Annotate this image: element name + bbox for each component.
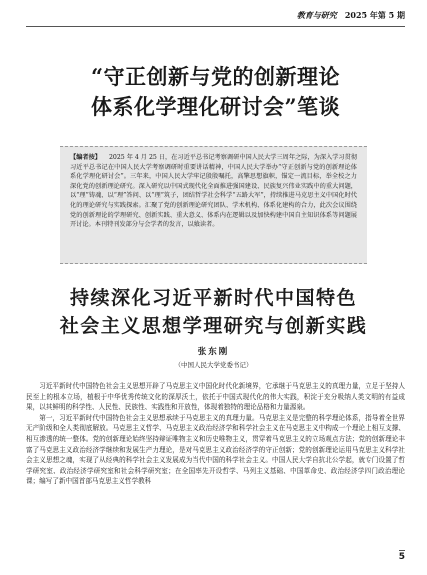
- editor-note-label: 【编者按】: [70, 154, 101, 161]
- author-affiliation: （中国人民大学党委书记）: [174, 361, 253, 369]
- editor-note-text: 2025 年 4 月 25 日，在习近平总书记考察调研中国人民大学三周年之际，为深入学习贯彻习近平总书记在中国人民大学考察调研时重要讲话精神，中国人民大学举办“守正创新与党的创新理论体系化学理化研讨会”。三年来，中国人民大学牢记殷殷嘱托，高擎思想旗帜，锚定一流目标，举全校之力深化党的创新理论研究。深入研究以中国式现代化全面推进强国建设、民族复兴伟业实践中的重大问题，以“理”铸魂、以“理”答问、以“理”筑子，团结哲学社会科学“五路大军”，持续推进马克思主义中国化时代化的理论研究与实践探索。汇聚了党的创新理论研究团队、学术机构、体系化建构的合力，此次会议围绕党的创新理论的学理研究、创新实践、重大意义、体系内在逻辑以及加快构建中国自主知识体系等问题展开讨论。本刊特刊发部分与会学者的发言，以飨读者。: [70, 154, 358, 229]
- page-number: 5: [398, 552, 405, 562]
- article-title-line-2: 社会主义思想学理研究与创新实践: [59, 315, 368, 337]
- forum-title-line-1: “守正创新与党的创新理论: [90, 64, 341, 89]
- body-paragraph: 第一，习近平新时代中国特色社会主义思想承续于马克思主义的真理力量。马克思主义是完整的科学理论体系，指导着全世界无产阶级和全人类彻底解放。马克思主义哲学、马克思主义政治经济学和科学社会主义在马克思主义中构成一个理论上相互支撑、相互渗透的统一整体。党的创新理论始终坚持辩证唯物主义和历史唯物主义，贯穿着马克思主义的立场观点方法；党的创新理论丰富了马克思主义政治经济学继续和发展生产力理论，是对马克思主义政治经济学的守正创新；党的创新理论运用马克思主义科学社会主义思想之魂，实现了从经典的科学社会主义发展成为当代中国的科学社会主义。中国人民大学自抗北公学起，就专门设置了哲学研究室、政治经济学研究室和社会科学研究室；在全国率先开设哲学、马列主义基础、中国革命史、政治经济学四门政治理论课；编写了新中国首部马克思主义哲学教科: [26, 413, 405, 486]
- article-title-line-1: 持续深化习近平新时代中国特色: [69, 287, 357, 309]
- article-title: [20, 284, 407, 340]
- issue-info: 2025 年第 5 期: [344, 10, 405, 20]
- editor-note-box: [60, 146, 367, 264]
- forum-title-line-2: 体系化学理化研讨会”笔谈: [90, 94, 341, 119]
- journal-name: 教育与研究: [296, 10, 337, 20]
- author-name: 张东刚: [197, 347, 230, 357]
- forum-title: [26, 62, 405, 122]
- running-header: [297, 10, 405, 21]
- article-body: [26, 381, 405, 553]
- header-rule: [26, 26, 405, 27]
- body-paragraph: 习近平新时代中国特色社会主义思想开辟了马克思主义中国化时代化新境界，它承继于马克思主义的真理力量，立足于坚持人民至上的根本立场，植根于中华优秀传统文化的深厚沃土，依托于中国式现代化的伟大实践，积淀于充分吸纳人类文明的有益成果，以其鲜明的科学性、人民性、民族性、实践性和开放性，体现着独特的理论品格和力量源泉。: [26, 382, 405, 412]
